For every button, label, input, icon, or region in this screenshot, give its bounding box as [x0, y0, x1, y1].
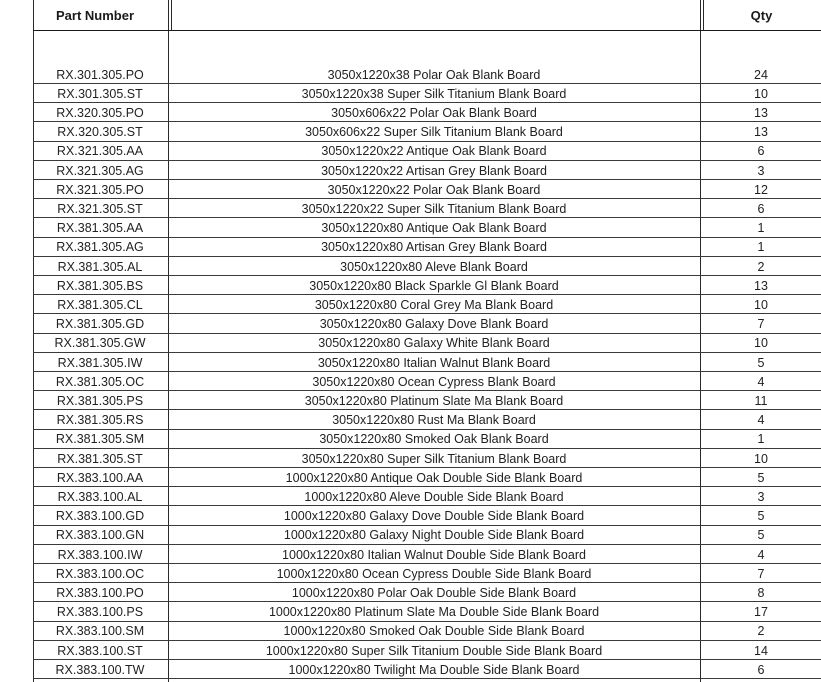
qty-cell: 11 [754, 393, 768, 408]
qty-cell: 10 [754, 86, 768, 101]
table-row [33, 315, 821, 334]
description-cell: 1000x1220x80 Galaxy Night Double Side Blank Board [283, 528, 585, 543]
qty-cell: 24 [754, 67, 768, 82]
description-cell: 3050x1220x80 Smoked Oak Blank Board [319, 432, 549, 447]
qty-cell: 6 [757, 201, 765, 216]
description-cell: 1000x1220x80 Aleve Double Side Blank Board [304, 489, 564, 504]
description-cell: 3050x1220x80 Coral Grey Ma Blank Board [314, 297, 554, 312]
description-cell: 3050x1220x22 Antique Oak Blank Board [321, 144, 547, 159]
qty-cell: 12 [754, 182, 768, 197]
qty-cell: 2 [757, 624, 765, 639]
table-row [33, 660, 821, 679]
description-cell: 3050x606x22 Polar Oak Blank Board [331, 105, 537, 120]
table-row [33, 487, 821, 506]
part-number-cell: RX.381.305.OC [55, 374, 145, 389]
description-cell: 3050x1220x80 Super Silk Titanium Blank Board [301, 451, 567, 466]
header-part-number: Part Number [55, 7, 135, 23]
part-number-cell: RX.301.305.ST [57, 86, 143, 101]
part-number-cell: RX.383.100.AA [56, 470, 144, 485]
part-number-cell: RX.383.100.ST [57, 643, 143, 658]
table-row [33, 564, 821, 583]
description-cell: 3050x1220x80 Galaxy Dove Blank Board [319, 317, 549, 332]
part-number-cell: RX.381.305.SM [55, 432, 145, 447]
part-number-cell: RX.383.100.PO [56, 585, 144, 600]
part-number-cell: RX.383.100.GN [55, 528, 145, 543]
qty-cell: 7 [757, 317, 765, 332]
qty-cell: 5 [757, 355, 765, 370]
table-row [33, 603, 821, 622]
header-description [172, 0, 702, 30]
part-number-cell: RX.381.305.IW [57, 355, 143, 370]
part-number-cell: RX.320.305.PO [56, 105, 144, 120]
qty-cell: 13 [754, 125, 768, 140]
part-number-cell: RX.381.305.CL [57, 297, 143, 312]
description-cell: 3050x1220x80 Galaxy White Blank Board [318, 336, 550, 351]
table-row [33, 583, 821, 602]
table-row [33, 295, 821, 314]
part-number-cell: RX.383.100.GD [55, 509, 145, 524]
description-cell: 1000x1220x80 Galaxy Dove Double Side Blank Board [283, 509, 585, 524]
qty-cell: 10 [754, 336, 768, 351]
description-cell: 3050x1220x80 Ocean Cypress Blank Board [312, 374, 556, 389]
part-number-cell: RX.321.305.ST [57, 201, 143, 216]
table-row [33, 468, 821, 487]
table-row [33, 449, 821, 468]
qty-cell: 17 [754, 605, 768, 620]
part-number-cell: RX.383.100.SM [55, 624, 145, 639]
grid-line [171, 0, 172, 30]
table-row [33, 391, 821, 410]
table-header [0, 0, 821, 30]
part-number-cell: RX.381.305.RS [56, 413, 144, 428]
description-cell: 1000x1220x80 Italian Walnut Double Side Blank Board [282, 547, 586, 562]
description-cell: 3050x1220x22 Polar Oak Blank Board [327, 182, 541, 197]
part-number-cell: RX.381.305.BS [56, 278, 144, 293]
table-row [33, 411, 821, 430]
table-row [33, 353, 821, 372]
table-row [33, 84, 821, 103]
part-number-cell: RX.381.305.AG [56, 240, 144, 255]
description-cell: 3050x1220x38 Polar Oak Blank Board [327, 67, 541, 82]
qty-cell: 13 [754, 278, 768, 293]
table-row [33, 430, 821, 449]
part-number-cell: RX.383.100.IW [57, 547, 143, 562]
table-row [33, 526, 821, 545]
qty-cell: 6 [757, 144, 765, 159]
description-cell: 1000x1220x80 Twilight Ma Double Side Blank Board [288, 662, 580, 677]
part-number-cell: RX.383.100.PS [56, 605, 144, 620]
description-cell: 1000x1220x80 Antique Oak Double Side Blank Board [285, 470, 583, 485]
part-number-cell: RX.320.305.ST [57, 125, 143, 140]
table-row [33, 219, 821, 238]
description-cell: 1000x1220x80 Super Silk Titanium Double Side Blank Board [265, 643, 603, 658]
description-cell: 3050x1220x80 Antique Oak Blank Board [321, 221, 547, 236]
table-row [33, 65, 821, 84]
table-row [33, 161, 821, 180]
table-row [33, 142, 821, 161]
description-cell: 1000x1220x80 Platinum Slate Ma Double Side Blank Board [268, 605, 600, 620]
description-cell: 3050x1220x22 Artisan Grey Blank Board [321, 163, 547, 178]
table-row [33, 372, 821, 391]
qty-cell: 5 [757, 509, 765, 524]
qty-cell: 1 [757, 432, 765, 447]
qty-cell: 1 [757, 221, 765, 236]
qty-cell: 7 [757, 566, 765, 581]
qty-cell: 13 [754, 105, 768, 120]
part-number-cell: RX.321.305.PO [56, 182, 144, 197]
description-cell: 3050x1220x80 Rust Ma Blank Board [332, 413, 536, 428]
table-row [33, 180, 821, 199]
grid-line [703, 0, 704, 30]
qty-cell: 4 [757, 547, 765, 562]
header-divider [33, 30, 821, 31]
table-row [33, 257, 821, 276]
qty-cell: 1 [757, 240, 765, 255]
part-number-cell: RX.321.305.AG [56, 163, 144, 178]
description-cell: 3050x1220x22 Super Silk Titanium Blank Board [301, 201, 567, 216]
table-row [33, 103, 821, 122]
description-cell: 3050x1220x80 Artisan Grey Blank Board [321, 240, 547, 255]
part-number-cell: RX.301.305.PO [56, 67, 144, 82]
qty-cell: 5 [757, 470, 765, 485]
table-row [33, 622, 821, 641]
qty-cell: 10 [754, 297, 768, 312]
description-cell: 3050x1220x80 Black Sparkle Gl Blank Board [309, 278, 559, 293]
description-cell: 1000x1220x80 Smoked Oak Double Side Blank Board [283, 624, 585, 639]
table-row [33, 545, 821, 564]
table-row [33, 334, 821, 353]
qty-cell: 4 [757, 413, 765, 428]
header-qty: Qty [750, 7, 773, 23]
qty-cell: 10 [754, 451, 768, 466]
part-number-cell: RX.321.305.AA [56, 144, 144, 159]
qty-cell: 3 [757, 489, 765, 504]
description-cell: 3050x1220x80 Platinum Slate Ma Blank Board [304, 393, 564, 408]
part-number-cell: RX.381.305.AL [57, 259, 143, 274]
qty-cell: 5 [757, 528, 765, 543]
table-row [33, 238, 821, 257]
description-cell: 1000x1220x80 Polar Oak Double Side Blank Board [291, 585, 577, 600]
row-divider [33, 678, 821, 679]
qty-cell: 3 [757, 163, 765, 178]
part-number-cell: RX.381.305.GD [55, 317, 145, 332]
table-row [33, 276, 821, 295]
description-cell: 3050x606x22 Super Silk Titanium Blank Board [305, 125, 563, 140]
part-number-cell: RX.383.100.TW [55, 662, 145, 677]
part-number-cell: RX.383.100.OC [55, 566, 145, 581]
table-row [33, 199, 821, 218]
qty-cell: 6 [757, 662, 765, 677]
part-number-cell: RX.381.305.PS [56, 393, 144, 408]
description-cell: 1000x1220x80 Ocean Cypress Double Side Blank Board [276, 566, 592, 581]
description-cell: 3050x1220x80 Aleve Blank Board [340, 259, 528, 274]
qty-cell: 8 [757, 585, 765, 600]
qty-cell: 14 [754, 643, 768, 658]
table-row [33, 641, 821, 660]
description-cell: 3050x1220x38 Super Silk Titanium Blank Board [301, 86, 567, 101]
part-number-cell: RX.383.100.AL [57, 489, 143, 504]
description-cell: 3050x1220x80 Italian Walnut Blank Board [317, 355, 551, 370]
part-number-cell: RX.381.305.ST [57, 451, 143, 466]
table-row [33, 123, 821, 142]
qty-cell: 2 [757, 259, 765, 274]
part-number-cell: RX.381.305.AA [56, 221, 144, 236]
table-row [33, 507, 821, 526]
part-number-cell: RX.381.305.GW [54, 336, 146, 351]
qty-cell: 4 [757, 374, 765, 389]
